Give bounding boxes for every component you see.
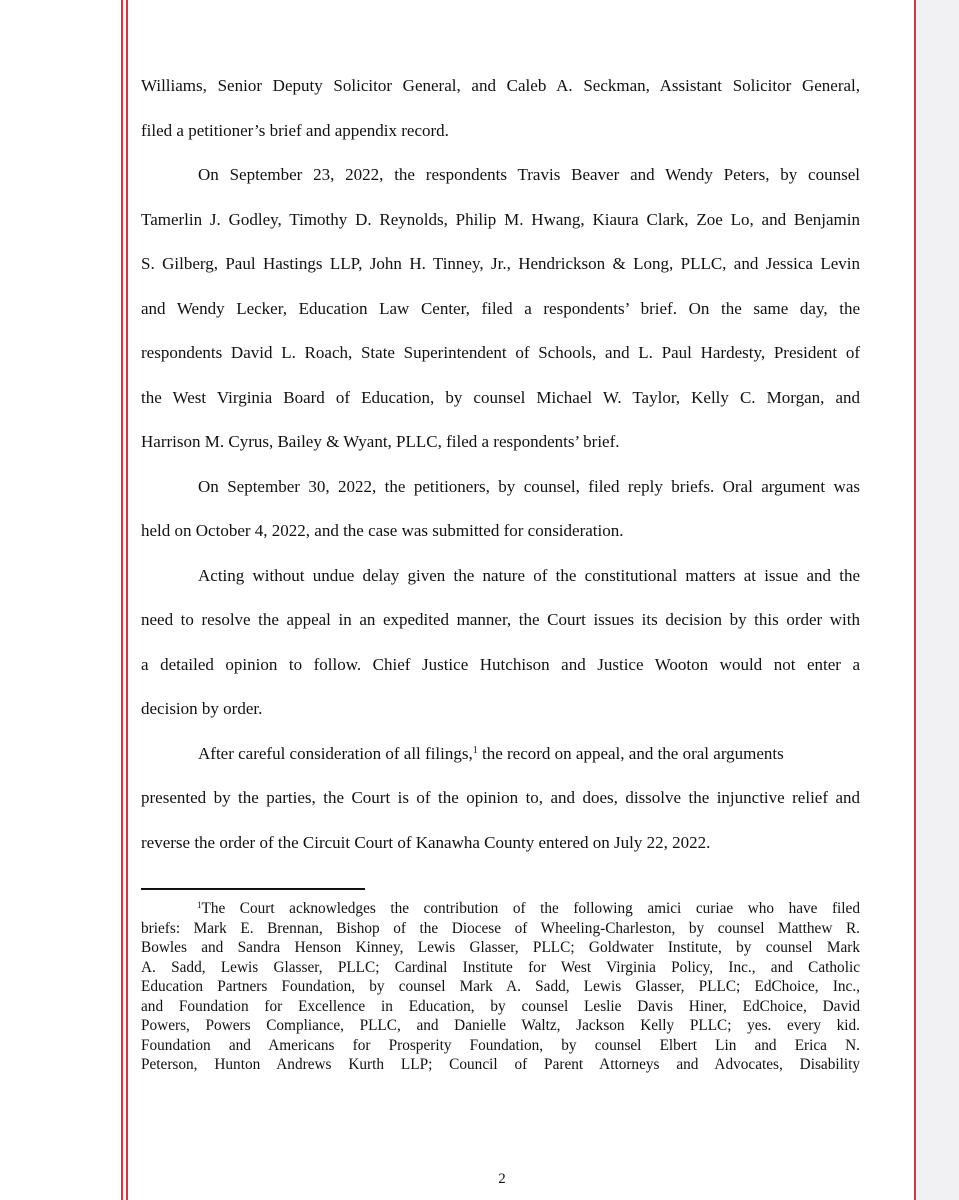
footnote-marker: 1 (197, 900, 202, 910)
body-line: reverse the order of the Circuit Court of Kanawha County entered on July 22, 2022. (141, 832, 711, 852)
body-line: Acting without undue delay given the nature of the constitutional matters at issue and the (198, 565, 860, 585)
footnote-line: Education Partners Foundation, by counsel Mark A. Sadd, Lewis Glasser, PLLC; EdChoice, Inc., (141, 978, 860, 995)
footnote-line: Foundation and Americans for Prosperity Foundation, by counsel Elbert Lin and Erica N. (141, 1036, 860, 1054)
left-margin-rule-outer (121, 0, 123, 1200)
body-line-part: After careful consideration of all filings, (198, 743, 473, 763)
body-line: Tamerlin J. Godley, Timothy D. Reynolds, Philip M. Hwang, Kiaura Clark, Zoe Lo, and Benjamin (141, 209, 860, 229)
body-line: filed a petitioner’s brief and appendix record. (141, 120, 449, 140)
footnote-line (141, 899, 860, 919)
right-margin-rule (914, 0, 916, 1200)
footnote-line: Powers, Powers Compliance, PLLC, and Danielle Waltz, Jackson Kelly PLLC; yes. every kid. (141, 1017, 860, 1034)
footnote-line-text: The Court acknowledges the contribution of the following amici curiae who have filed (201, 900, 860, 917)
footnote-line: briefs: Mark E. Brennan, Bishop of the Diocese of Wheeling-Charleston, by counsel Matthew R. (141, 919, 860, 937)
body-line: On September 30, 2022, the petitioners, by counsel, filed reply briefs. Oral argument was (198, 476, 860, 496)
footnote-line: Bowles and Sandra Henson Kinney, Lewis Glasser, PLLC; Goldwater Institute, by counsel Mark (141, 939, 860, 956)
footnote (141, 899, 860, 1075)
footnote-line: Peterson, Hunton Andrews Kurth LLP; Council of Parent Attorneys and Advocates, Disability (141, 1056, 860, 1073)
body-line-with-footnote-ref (141, 732, 860, 777)
document-body (141, 64, 860, 865)
footnote-separator (141, 888, 365, 890)
footnote-line: and Foundation for Excellence in Education, by counsel Leslie Davis Hiner, EdChoice, David (141, 997, 860, 1015)
right-gutter (917, 0, 959, 1200)
body-line: Williams, Senior Deputy Solicitor General, and Caleb A. Seckman, Assistant Solicitor General, (141, 76, 860, 95)
footnote-line: A. Sadd, Lewis Glasser, PLLC; Cardinal Institute for West Virginia Policy, Inc., and Catholic (141, 958, 860, 976)
body-line: On September 23, 2022, the respondents Travis Beaver and Wendy Peters, by counsel (198, 165, 860, 184)
footnote-reference[interactable]: 1 (472, 744, 478, 756)
body-line: and Wendy Lecker, Education Law Center, filed a respondents’ brief. On the same day, the (141, 298, 860, 318)
body-line: respondents David L. Roach, State Superintendent of Schools, and L. Paul Hardesty, President of (141, 343, 860, 362)
page-number: 2 (498, 1171, 506, 1187)
body-line: Harrison M. Cyrus, Bailey & Wyant, PLLC, filed a respondents’ brief. (141, 432, 620, 451)
left-margin-rules (121, 0, 129, 1200)
body-line-part: the record on appeal, and the oral arguments (477, 743, 784, 763)
body-line: held on October 4, 2022, and the case was submitted for consideration. (141, 521, 624, 540)
body-line: presented by the parties, the Court is of the opinion to, and does, dissolve the injunctive relief and (141, 788, 860, 807)
body-line: decision by order. (141, 699, 263, 718)
body-line: S. Gilberg, Paul Hastings LLP, John H. Tinney, Jr., Hendrickson & Long, PLLC, and Jessica Levin (141, 254, 860, 273)
body-line: the West Virginia Board of Education, by counsel Michael W. Taylor, Kelly C. Morgan, and (141, 387, 860, 407)
body-line: a detailed opinion to follow. Chief Justice Hutchison and Justice Wooton would not enter a (141, 654, 860, 674)
left-margin-rule-inner (126, 0, 128, 1200)
body-line: need to resolve the appeal in an expedited manner, the Court issues its decision by this order with (141, 610, 860, 629)
